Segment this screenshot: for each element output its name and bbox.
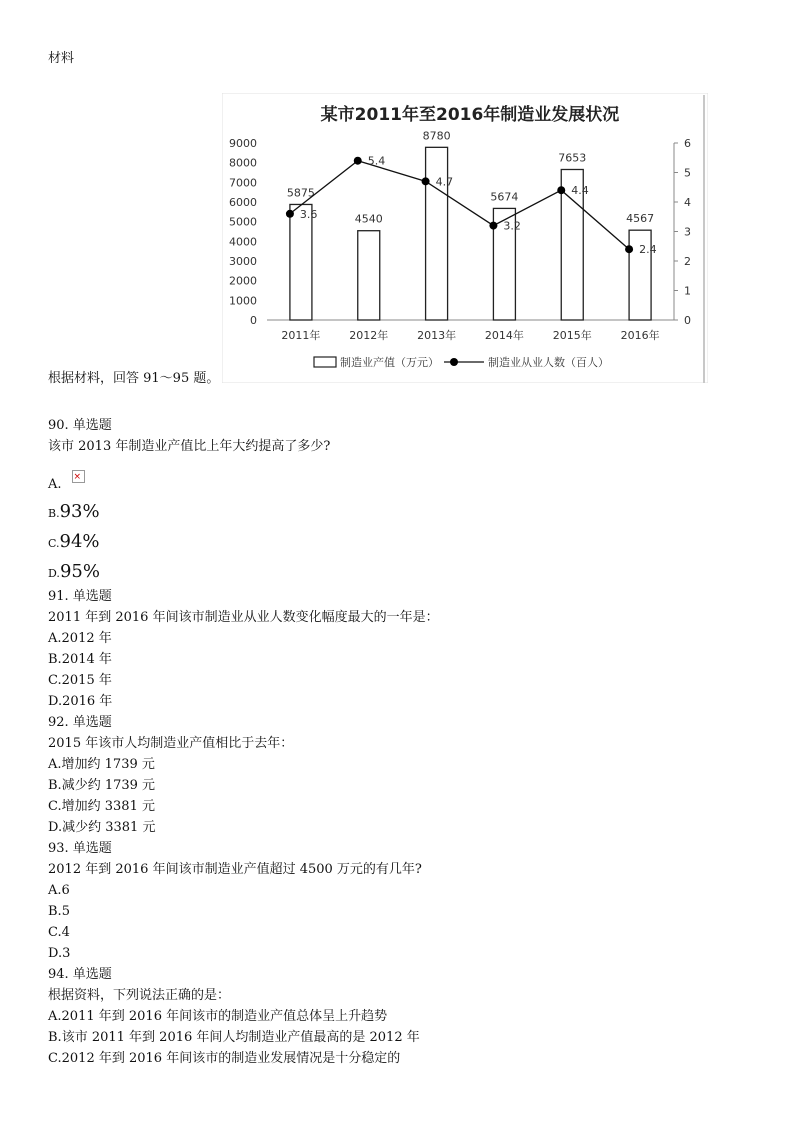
- option-text: 93%: [59, 501, 100, 522]
- right-tick-label: 2: [684, 255, 691, 268]
- option-letter: D.: [48, 946, 63, 961]
- option-a[interactable]: [48, 630, 112, 648]
- option-b[interactable]: [48, 903, 70, 921]
- x-tick-label: 2015年: [552, 329, 592, 342]
- option-a[interactable]: [48, 756, 155, 774]
- option-text: 2011 年到 2016 年间该市的制造业产值总体呈上升趋势: [61, 1009, 388, 1024]
- question-header: 93. 单选题: [48, 841, 112, 856]
- line-point: [286, 210, 294, 218]
- option-b[interactable]: [48, 651, 112, 669]
- question-stem: 根据资料，下列说法正确的是：: [48, 988, 231, 1003]
- chart-title: 某市2011年至2016年制造业发展状况: [320, 105, 620, 125]
- legend-bar-swatch: [314, 357, 336, 367]
- line-point: [489, 222, 497, 230]
- line-point: [422, 177, 430, 185]
- x-tick-label: 2014年: [484, 329, 524, 342]
- bar-value-label: 5674: [490, 190, 519, 204]
- option-text: 6: [61, 883, 70, 898]
- option-letter: A.: [48, 631, 62, 646]
- option-c[interactable]: [48, 1050, 400, 1068]
- left-tick-label: 6000: [229, 196, 257, 209]
- bar-value-label: 4540: [354, 212, 383, 226]
- option-letter: C.: [48, 673, 62, 688]
- option-letter: A.: [48, 757, 62, 772]
- option-text: 2016 年: [62, 694, 113, 709]
- bar-value-label: 5875: [286, 186, 315, 200]
- option-text: 增加约 3381 元: [61, 799, 155, 814]
- question-header: 91. 单选题: [48, 589, 112, 604]
- left-tick-label: 2000: [229, 274, 257, 288]
- option-c[interactable]: [48, 798, 155, 816]
- option-letter: C.: [48, 537, 60, 550]
- chart: [222, 93, 708, 383]
- line-value-label: 4.7: [435, 175, 454, 189]
- bar: [358, 231, 380, 320]
- line-value-label: 4.4: [571, 184, 589, 198]
- option-c[interactable]: [48, 672, 112, 690]
- line-value-label: 3.6: [299, 207, 318, 221]
- legend-line-marker: [450, 358, 458, 366]
- left-tick-label: 9000: [229, 137, 257, 150]
- right-tick-label: 5: [684, 166, 691, 180]
- option-text: 94%: [59, 531, 100, 552]
- option-a[interactable]: [48, 1008, 387, 1026]
- option-text: 2014 年: [61, 652, 112, 667]
- bar-value-label: 7653: [558, 151, 587, 165]
- material-label: 材料: [48, 51, 75, 66]
- bar: [426, 147, 448, 320]
- right-tick-label: 3: [684, 225, 691, 239]
- option-text: 3: [62, 946, 71, 961]
- right-tick-label: 4: [684, 196, 691, 209]
- right-tick-label: 0: [684, 314, 691, 327]
- right-tick-label: 6: [684, 137, 691, 150]
- line-point: [557, 186, 565, 194]
- option-d[interactable]: [48, 819, 155, 837]
- option-letter: D.: [48, 567, 60, 580]
- option-b[interactable]: [48, 1029, 420, 1047]
- option-text: 该市 2011 年到 2016 年间人均制造业产值最高的是 2012 年: [61, 1030, 420, 1045]
- broken-image-icon: ×: [72, 470, 85, 483]
- option-letter: C.: [48, 799, 62, 814]
- question-stem: 2015 年该市人均制造业产值相比于去年：: [48, 736, 294, 751]
- option-letter: A.: [48, 477, 62, 492]
- option-letter: B.: [48, 778, 62, 793]
- option-text: 2015 年: [61, 673, 112, 688]
- option-b[interactable]: [48, 777, 155, 795]
- left-tick-label: 0: [250, 314, 257, 327]
- bar: [290, 204, 312, 320]
- option-d[interactable]: [48, 693, 112, 711]
- question-header: 90. 单选题: [48, 418, 112, 433]
- option-letter: C.: [48, 925, 62, 940]
- option-d[interactable]: [48, 563, 100, 583]
- option-text: 4: [61, 925, 70, 940]
- left-tick-label: 5000: [229, 215, 257, 229]
- option-text: 5: [61, 904, 70, 919]
- question-stem: 2012 年到 2016 年间该市制造业产值超过 4500 万元的有几年?: [48, 862, 422, 877]
- legend-bar-label: 制造业产值（万元）: [340, 356, 439, 369]
- option-letter: D.: [48, 820, 63, 835]
- bar-value-label: 4567: [626, 212, 655, 226]
- option-c[interactable]: [48, 533, 100, 553]
- question-stem: 该市 2013 年制造业产值比上年大约提高了多少?: [48, 439, 331, 454]
- left-tick-label: 3000: [229, 255, 257, 268]
- option-text: 2012 年: [61, 631, 112, 646]
- option-b[interactable]: [48, 503, 100, 523]
- x-tick-label: 2012年: [349, 329, 389, 342]
- left-tick-label: 8000: [229, 156, 257, 170]
- left-tick-label: 1000: [229, 294, 257, 308]
- option-letter: B.: [48, 904, 62, 919]
- right-tick-label: 1: [684, 284, 691, 298]
- option-text: 增加约 1739 元: [61, 757, 155, 772]
- option-letter: A.: [48, 883, 62, 898]
- left-tick-label: 7000: [229, 176, 257, 190]
- x-tick-label: 2011年: [281, 329, 321, 342]
- option-a[interactable]: [48, 882, 70, 900]
- line-point: [354, 157, 362, 165]
- bar-value-label: 8780: [422, 129, 451, 143]
- option-d[interactable]: [48, 945, 70, 963]
- question-stem: 2011 年到 2016 年间该市制造业从业人数变化幅度最大的一年是：: [48, 610, 439, 625]
- question-header: 92. 单选题: [48, 715, 112, 730]
- option-letter: A.: [48, 1009, 62, 1024]
- option-text: 2012 年到 2016 年间该市的制造业发展情况是十分稳定的: [61, 1051, 401, 1066]
- option-c[interactable]: [48, 924, 70, 942]
- line-value-label: 2.4: [639, 243, 657, 257]
- line-value-label: 3.2: [503, 219, 521, 233]
- option-text: 减少约 3381 元: [62, 820, 156, 835]
- option-a[interactable]: [48, 472, 85, 494]
- option-letter: B.: [48, 652, 62, 667]
- legend-line-label: 制造业从业人数（百人）: [488, 356, 609, 369]
- x-tick-label: 2016年: [620, 329, 660, 342]
- line-point: [625, 245, 633, 253]
- option-text: 95%: [59, 561, 100, 582]
- option-letter: D.: [48, 694, 63, 709]
- question-header: 94. 单选题: [48, 967, 112, 982]
- option-letter: B.: [48, 507, 60, 520]
- option-letter: C.: [48, 1051, 62, 1066]
- option-text: 减少约 1739 元: [61, 778, 156, 793]
- line-value-label: 5.4: [367, 154, 386, 168]
- x-tick-label: 2013年: [417, 329, 457, 342]
- left-tick-label: 4000: [229, 235, 257, 249]
- chart-svg: [222, 93, 708, 383]
- option-letter: B.: [48, 1030, 62, 1045]
- intro-text: 根据材料，回答 91～95 题。: [48, 371, 220, 386]
